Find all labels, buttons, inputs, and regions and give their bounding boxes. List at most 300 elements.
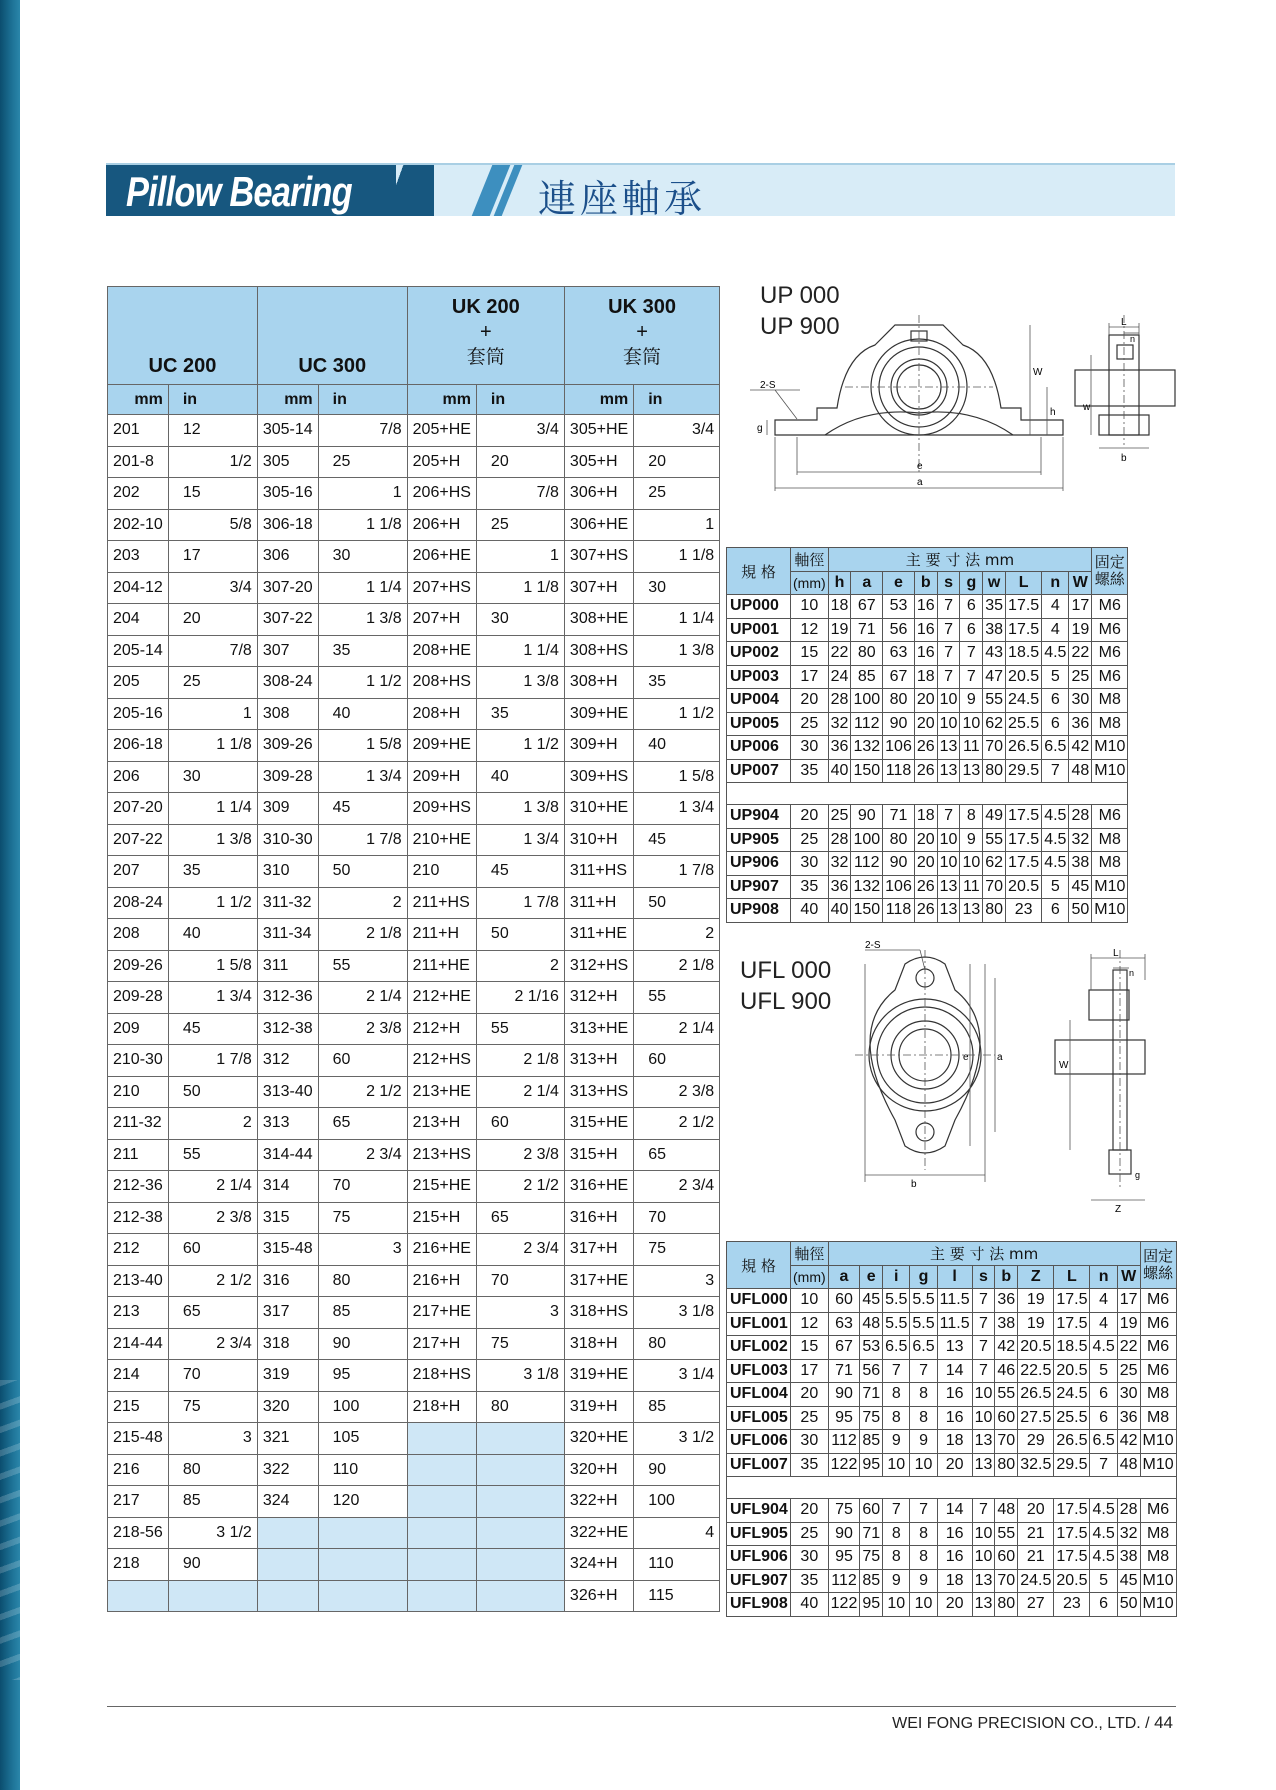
col-up-dim: s xyxy=(937,571,960,595)
spec-value: 18.5 xyxy=(1006,642,1042,666)
spec-value: 20 xyxy=(791,1499,829,1523)
spec-value: 17.5 xyxy=(1006,595,1042,619)
ufl-series-label xyxy=(740,955,831,1017)
part-code: 216+HE xyxy=(407,1234,476,1266)
bore-inch: 3 xyxy=(634,1265,720,1297)
bore-mm: 90 xyxy=(168,1549,257,1581)
bore-mm: 35 xyxy=(168,856,257,888)
spec-value: 25.5 xyxy=(1006,712,1042,736)
bore-mm: 70 xyxy=(634,1202,720,1234)
part-code: 313+HS xyxy=(564,1076,633,1108)
model-code: UFL001 xyxy=(727,1312,791,1336)
spec-value: 30 xyxy=(791,1430,829,1454)
part-code: 307 xyxy=(257,635,318,667)
bore-inch: 1 5/8 xyxy=(318,730,407,762)
part-code: 309 xyxy=(257,793,318,825)
spec-value: 17.5 xyxy=(1006,852,1042,876)
part-code: 210 xyxy=(108,1076,169,1108)
col-up-dim: b xyxy=(914,571,937,595)
part-code: 310-30 xyxy=(257,824,318,856)
part-code: 211+H xyxy=(407,919,476,951)
bore-inch: 3 1/4 xyxy=(634,1360,720,1392)
part-code: 308 xyxy=(257,698,318,730)
spec-value: 90 xyxy=(851,805,883,829)
spec-value: 16 xyxy=(914,595,937,619)
part-code: 208-24 xyxy=(108,887,169,919)
spec-value: 17.5 xyxy=(1006,805,1042,829)
spacer-cell xyxy=(727,783,1128,805)
spec-value: 25 xyxy=(828,805,851,829)
part-code: 210 xyxy=(407,856,476,888)
bore-inch: 1 1/2 xyxy=(634,698,720,730)
spec-value: M8 xyxy=(1092,852,1128,876)
spec-value: 7 xyxy=(960,665,983,689)
spec-value: M6 xyxy=(1140,1336,1176,1360)
spec-value: 112 xyxy=(851,712,883,736)
col-main-dims: 主 要 寸 法 mm xyxy=(828,548,1092,572)
spec-value: 75 xyxy=(860,1546,883,1570)
model-code: UP001 xyxy=(727,618,791,642)
spec-value: 40 xyxy=(791,899,829,923)
spec-row xyxy=(727,689,1128,713)
bore-inch: 4 xyxy=(634,1517,720,1549)
spec-value: 90 xyxy=(828,1383,860,1407)
part-code: 212 xyxy=(108,1234,169,1266)
part-code: 310 xyxy=(257,856,318,888)
col-up-dim: n xyxy=(1042,571,1069,595)
part-code: 319 xyxy=(257,1360,318,1392)
spec-value: M6 xyxy=(1140,1312,1176,1336)
spec-value: 16 xyxy=(914,642,937,666)
spec-value: 46 xyxy=(995,1359,1018,1383)
bore-mm: 65 xyxy=(476,1202,564,1234)
spec-value: 71 xyxy=(828,1359,860,1383)
spec-value: 38 xyxy=(983,618,1006,642)
empty-cell xyxy=(476,1454,564,1486)
bore-mm: 75 xyxy=(318,1202,407,1234)
spec-value: 6.5 xyxy=(1090,1430,1117,1454)
spec-value: 40 xyxy=(791,1593,829,1617)
spec-value: 10 xyxy=(937,689,960,713)
part-code: 311 xyxy=(257,950,318,982)
spec-value: 18 xyxy=(937,1569,972,1593)
table-row xyxy=(108,1549,720,1581)
part-code: 216+H xyxy=(407,1265,476,1297)
bore-mm: 85 xyxy=(634,1391,720,1423)
bore-mm: 100 xyxy=(634,1486,720,1518)
spec-value: 28 xyxy=(1117,1499,1140,1523)
spec-value: 80 xyxy=(883,689,915,713)
spec-value: 63 xyxy=(828,1312,860,1336)
part-code: 309+H xyxy=(564,730,633,762)
spec-value: 7 xyxy=(937,642,960,666)
spec-value: 45 xyxy=(1117,1569,1140,1593)
spec-value: 20.5 xyxy=(1054,1569,1090,1593)
spec-value: 17 xyxy=(791,665,829,689)
bore-mm: 50 xyxy=(634,887,720,919)
spec-value: 29.5 xyxy=(1054,1453,1090,1477)
bore-mm: 60 xyxy=(168,1234,257,1266)
spec-value: 17.5 xyxy=(1054,1522,1090,1546)
bore-inch: 2 1/8 xyxy=(476,1045,564,1077)
part-code: 212+HS xyxy=(407,1045,476,1077)
part-code xyxy=(407,1580,476,1612)
bore-inch: 1 1/8 xyxy=(476,572,564,604)
part-code: 311+HE xyxy=(564,919,633,951)
part-code xyxy=(108,1580,169,1612)
part-code: 207 xyxy=(108,856,169,888)
col-main-dims: 主 要 寸 法 mm xyxy=(828,1242,1140,1266)
spec-value: 7 xyxy=(883,1499,910,1523)
spec-value: 53 xyxy=(860,1336,883,1360)
bore-inch: 3 1/8 xyxy=(634,1297,720,1329)
part-code: 320+HE xyxy=(564,1423,633,1455)
bore-mm: 120 xyxy=(318,1486,407,1518)
spec-value: 4.5 xyxy=(1042,852,1069,876)
bore-inch: 2 1/4 xyxy=(318,982,407,1014)
spec-value: 70 xyxy=(983,736,1006,760)
spec-value: 27.5 xyxy=(1018,1406,1054,1430)
bore-inch: 2 1/2 xyxy=(318,1076,407,1108)
spec-value: 4 xyxy=(1090,1289,1117,1313)
spec-value: 10 xyxy=(972,1406,995,1430)
spec-row xyxy=(727,595,1128,619)
empty-cell xyxy=(476,1580,564,1612)
spec-value: 20 xyxy=(914,828,937,852)
spec-value: 36 xyxy=(995,1289,1018,1313)
spec-value: 25 xyxy=(791,828,829,852)
spec-value: 60 xyxy=(995,1406,1018,1430)
part-code: 310+HE xyxy=(564,793,633,825)
spec-value: 16 xyxy=(937,1406,972,1430)
spec-value: 95 xyxy=(860,1593,883,1617)
spec-value: 19 xyxy=(1069,618,1092,642)
spec-value: 35 xyxy=(791,1453,829,1477)
spec-value: 7 xyxy=(972,1499,995,1523)
spec-value: 20.5 xyxy=(1018,1336,1054,1360)
spec-value: 13 xyxy=(937,759,960,783)
part-code: 203 xyxy=(108,541,169,573)
model-code: UP003 xyxy=(727,665,791,689)
header-uk200 xyxy=(407,287,564,385)
part-code: 317+HE xyxy=(564,1265,633,1297)
spec-value: 10 xyxy=(972,1546,995,1570)
drawing-label: e xyxy=(917,461,923,472)
table-row xyxy=(108,730,720,762)
spec-value: 32 xyxy=(828,852,851,876)
spec-value: 67 xyxy=(883,665,915,689)
bore-mm: 55 xyxy=(168,1139,257,1171)
spec-value: M6 xyxy=(1092,618,1128,642)
col-bore-unit: (mm) xyxy=(791,571,829,595)
spec-value: 23 xyxy=(1054,1593,1090,1617)
bore-mm: 70 xyxy=(318,1171,407,1203)
spec-value: 6 xyxy=(1042,712,1069,736)
drawing-label: b xyxy=(1121,453,1127,464)
col-ufl-dim: s xyxy=(972,1265,995,1289)
part-code: 207-20 xyxy=(108,793,169,825)
spec-value: 118 xyxy=(883,759,915,783)
unit-mm: mm xyxy=(407,385,476,415)
spec-value: 22 xyxy=(1069,642,1092,666)
part-code xyxy=(257,1517,318,1549)
part-code: 313 xyxy=(257,1108,318,1140)
unit-in: in xyxy=(476,385,564,415)
spec-row xyxy=(727,1453,1177,1477)
spec-value: 10 xyxy=(883,1593,910,1617)
spec-value: 80 xyxy=(883,828,915,852)
part-code: 318 xyxy=(257,1328,318,1360)
spec-value: M10 xyxy=(1140,1593,1176,1617)
spec-row xyxy=(727,1522,1177,1546)
table-row xyxy=(108,1234,720,1266)
drawing-label: L xyxy=(1113,948,1119,959)
model-code: UFL904 xyxy=(727,1499,791,1523)
bore-inch: 3 1/2 xyxy=(168,1517,257,1549)
spec-value: 28 xyxy=(828,689,851,713)
spec-value: 18.5 xyxy=(1054,1336,1090,1360)
spec-row xyxy=(727,899,1128,923)
part-code xyxy=(407,1423,476,1455)
part-code: 217 xyxy=(108,1486,169,1518)
col-ufl-dim: W xyxy=(1117,1265,1140,1289)
spec-value: 7 xyxy=(910,1499,937,1523)
spec-value: 71 xyxy=(860,1522,883,1546)
spec-value: 132 xyxy=(851,736,883,760)
spec-value: 30 xyxy=(1069,689,1092,713)
spec-value: 106 xyxy=(883,736,915,760)
spec-value: 10 xyxy=(791,595,829,619)
spec-value: 20 xyxy=(791,1383,829,1407)
part-code: 315+H xyxy=(564,1139,633,1171)
spec-value: 35 xyxy=(983,595,1006,619)
spec-row xyxy=(727,1312,1177,1336)
spec-value: 24.5 xyxy=(1054,1383,1090,1407)
part-code: 312-36 xyxy=(257,982,318,1014)
part-code: 319+H xyxy=(564,1391,633,1423)
col-ufl-dim: e xyxy=(860,1265,883,1289)
col-up-dim: w xyxy=(983,571,1006,595)
bore-inch: 2 1/8 xyxy=(318,919,407,951)
spec-value: M10 xyxy=(1140,1569,1176,1593)
col-ufl-dim: b xyxy=(995,1265,1018,1289)
spec-value: 4.5 xyxy=(1090,1546,1117,1570)
part-code: 202-10 xyxy=(108,509,169,541)
spec-value: 80 xyxy=(995,1593,1018,1617)
spec-value: 8 xyxy=(960,805,983,829)
spec-value: 38 xyxy=(995,1312,1018,1336)
spec-value: 26.5 xyxy=(1018,1383,1054,1407)
part-code: 218 xyxy=(108,1549,169,1581)
part-code: 201-8 xyxy=(108,446,169,478)
spec-value: 12 xyxy=(791,1312,829,1336)
part-code: 318+H xyxy=(564,1328,633,1360)
bore-inch: 1 1/8 xyxy=(634,541,720,573)
bore-mm: 25 xyxy=(168,667,257,699)
up-series-label-2: UP 900 xyxy=(760,313,840,340)
part-code xyxy=(257,1549,318,1581)
table-row xyxy=(108,1013,720,1045)
part-code: 205-14 xyxy=(108,635,169,667)
unit-mm: mm xyxy=(564,385,633,415)
spec-value: 25 xyxy=(1069,665,1092,689)
table-row xyxy=(108,1108,720,1140)
col-up-dim: g xyxy=(960,571,983,595)
spec-value: 7 xyxy=(972,1289,995,1313)
table-row xyxy=(108,1265,720,1297)
spec-value: 16 xyxy=(937,1546,972,1570)
spec-value: 6 xyxy=(1042,689,1069,713)
spec-value: 4.5 xyxy=(1090,1336,1117,1360)
bore-inch: 7/8 xyxy=(168,635,257,667)
bore-inch: 2 3/8 xyxy=(168,1202,257,1234)
empty-cell xyxy=(168,1580,257,1612)
spec-value: 22.5 xyxy=(1018,1359,1054,1383)
bore-mm: 80 xyxy=(318,1265,407,1297)
bore-mm: 60 xyxy=(634,1045,720,1077)
spec-value: 90 xyxy=(883,712,915,736)
part-code: 316+HE xyxy=(564,1171,633,1203)
bore-mm: 15 xyxy=(168,478,257,510)
spec-row xyxy=(727,1499,1177,1523)
bore-mm: 45 xyxy=(634,824,720,856)
spec-value: 50 xyxy=(1117,1593,1140,1617)
spec-value: 48 xyxy=(1117,1453,1140,1477)
col-ufl-dim: a xyxy=(828,1265,860,1289)
bore-inch: 2 3/4 xyxy=(476,1234,564,1266)
part-code: 311+HS xyxy=(564,856,633,888)
table-row xyxy=(108,1045,720,1077)
part-code: 204 xyxy=(108,604,169,636)
bore-mm: 80 xyxy=(168,1454,257,1486)
spec-value: 60 xyxy=(828,1289,860,1313)
part-code: 212+HE xyxy=(407,982,476,1014)
bore-mm: 110 xyxy=(634,1549,720,1581)
table-row xyxy=(108,698,720,730)
table-row xyxy=(108,1454,720,1486)
part-code: 309-26 xyxy=(257,730,318,762)
spec-value: 70 xyxy=(983,875,1006,899)
part-code: 312-38 xyxy=(257,1013,318,1045)
spec-value: M10 xyxy=(1092,899,1128,923)
spec-value: 71 xyxy=(860,1383,883,1407)
bore-inch: 1 3/4 xyxy=(476,824,564,856)
spec-value: 13 xyxy=(972,1569,995,1593)
part-code: 209+H xyxy=(407,761,476,793)
part-code: 217+HE xyxy=(407,1297,476,1329)
part-code: 211+HS xyxy=(407,887,476,919)
spec-value: 45 xyxy=(1069,875,1092,899)
part-code: 208 xyxy=(108,919,169,951)
part-code: 315-48 xyxy=(257,1234,318,1266)
table-row xyxy=(108,509,720,541)
spec-value: 26.5 xyxy=(1006,736,1042,760)
bore-mm: 65 xyxy=(168,1297,257,1329)
part-code: 204-12 xyxy=(108,572,169,604)
spec-value: 30 xyxy=(791,1546,829,1570)
bore-inch: 1 3/8 xyxy=(168,824,257,856)
up-series-label-1: UP 000 xyxy=(760,282,840,309)
bore-inch: 1 1/4 xyxy=(168,793,257,825)
spec-value: 36 xyxy=(828,875,851,899)
part-code: 206 xyxy=(108,761,169,793)
spec-value: 20 xyxy=(1018,1499,1054,1523)
part-code: 322+HE xyxy=(564,1517,633,1549)
part-code: 306+H xyxy=(564,478,633,510)
spec-value: 8 xyxy=(910,1406,937,1430)
spec-value: 29.5 xyxy=(1006,759,1042,783)
spec-value: 20 xyxy=(914,689,937,713)
spec-row xyxy=(727,665,1128,689)
spec-value: 32 xyxy=(1069,828,1092,852)
spec-value: 5.5 xyxy=(883,1289,910,1313)
spec-value: 10 xyxy=(937,852,960,876)
spec-row xyxy=(727,1546,1177,1570)
spec-value: 16 xyxy=(914,618,937,642)
part-code: 306 xyxy=(257,541,318,573)
spec-row xyxy=(727,712,1128,736)
spec-value: M8 xyxy=(1092,689,1128,713)
table-row xyxy=(108,950,720,982)
part-code: 318+HS xyxy=(564,1297,633,1329)
part-code: 315+HE xyxy=(564,1108,633,1140)
spec-value: 118 xyxy=(883,899,915,923)
spec-value: 20 xyxy=(937,1593,972,1617)
table-row xyxy=(108,1360,720,1392)
spec-value: 18 xyxy=(828,595,851,619)
bearing-insert-table xyxy=(107,286,720,1612)
spec-value: 7 xyxy=(972,1359,995,1383)
table-row xyxy=(108,1076,720,1108)
spec-value: 85 xyxy=(851,665,883,689)
spec-value: 6 xyxy=(1090,1383,1117,1407)
model-code: UFL907 xyxy=(727,1569,791,1593)
drawing-label: Z xyxy=(1115,1204,1122,1215)
spec-row xyxy=(727,852,1128,876)
spec-value: 55 xyxy=(995,1383,1018,1407)
empty-cell xyxy=(476,1423,564,1455)
bore-inch: 3/4 xyxy=(476,415,564,447)
spec-value: 4.5 xyxy=(1042,805,1069,829)
spec-value: 60 xyxy=(995,1546,1018,1570)
table-row xyxy=(108,887,720,919)
spec-value: M8 xyxy=(1140,1383,1176,1407)
part-code: 320 xyxy=(257,1391,318,1423)
bore-mm: 40 xyxy=(476,761,564,793)
table-row xyxy=(108,1486,720,1518)
spec-value: 6 xyxy=(1090,1593,1117,1617)
spec-value: 10 xyxy=(972,1383,995,1407)
spec-value: 150 xyxy=(851,759,883,783)
spec-row xyxy=(727,805,1128,829)
spec-value: 6 xyxy=(1090,1406,1117,1430)
spec-value: 17 xyxy=(791,1359,829,1383)
bore-inch: 1 1/4 xyxy=(476,635,564,667)
spec-value: 20.5 xyxy=(1006,875,1042,899)
bore-mm: 105 xyxy=(318,1423,407,1455)
model-code: UP905 xyxy=(727,828,791,852)
spec-value: 5 xyxy=(1090,1359,1117,1383)
spec-value: 56 xyxy=(883,618,915,642)
spec-value: 4.5 xyxy=(1090,1522,1117,1546)
col-ufl-dim: L xyxy=(1054,1265,1090,1289)
part-code: 305 xyxy=(257,446,318,478)
spec-value: 8 xyxy=(883,1383,910,1407)
spec-value: 5 xyxy=(1042,875,1069,899)
part-code: 322+H xyxy=(564,1486,633,1518)
drawing-label: W xyxy=(1059,1060,1069,1071)
bore-inch: 3 1/8 xyxy=(476,1360,564,1392)
